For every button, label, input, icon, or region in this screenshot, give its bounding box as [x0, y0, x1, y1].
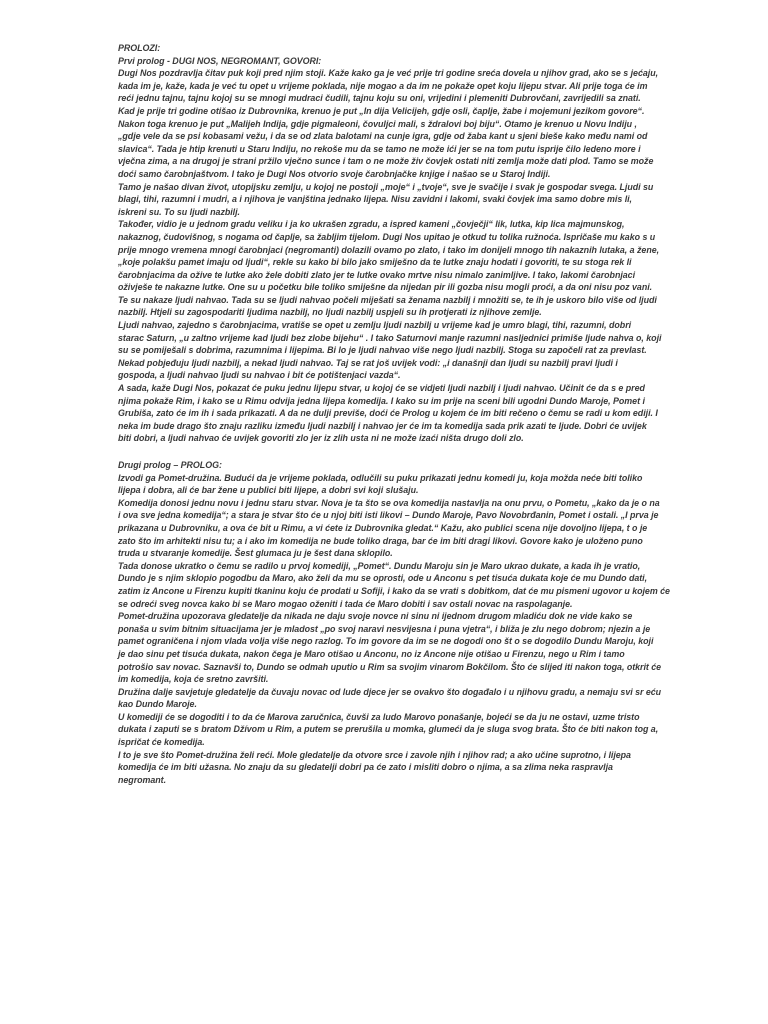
text-line: Tada donose ukratko o čemu se radilo u prvoj komediji, „Pomet“. Dundu Maroju sin je Maro ukrao dukate, a kada ih je vratio,: [118, 560, 641, 571]
text-line: nazbilj. Htjeli su zagospodariti ljudima nazbilj, no ljudi nazbilj uspjeli su ih protjerati iz njihove zemlje.: [118, 307, 542, 318]
second-prologue-section: [118, 459, 670, 786]
text-line: pamet ograničena i njom vlada volja više nego razlog. To im govore da im se ne dogodi ono št o se dogodilo Dundu Maroju, koji: [118, 636, 654, 647]
text-line: Drugi prolog – PROLOG:: [118, 460, 222, 470]
text-line: slavica“. Tada je htip krenuti u Staru Indiju, no rekoše mu da se tamo ne može ići jer se na tom putu isprije čilo ledeno more i: [118, 143, 641, 154]
text-line: potrošio sav novac. Saznavši to, Dundo se odmah uputio u Rim sa svojim vinarom Bokčilom. Što će slijed iti nakon toga, otkrit će: [118, 661, 662, 672]
text-line: dukata i zaputi se s bratom Džívom u Rim, a putem se prerušila u momka, glumeći da je sluga svog brata. Što će biti nakon tog a,: [118, 724, 659, 735]
text-line: gospoda, a ljudi nahvao ljudi su nahvao i bit će potištenjaci vazda“.: [118, 370, 401, 381]
text-line: blagi, tihi, razumni i mudri, a i njihova je vanjština jednako lijepa. Nisu zavidni i lakomi, svaki čovjek ima samo dobre mis li,: [118, 194, 632, 205]
text-line: oživješe te nakazne lutke. One su u početku bile toliko smiješne da nijedan pir ili gozba nisu mogli proći, a da oni nisu poz vani.: [118, 282, 653, 293]
text-line: neka im bude drago što znaju razliku između ljudi nazbilj i nahvao jer će im ta komedija sada prik azati te ljude. Dobri će uvijek: [118, 420, 647, 431]
text-line: Dugi Nos pozdravlja čitav puk koji pred njim stoji. Kaže kako ga je već prije tri godine sreća dovela u njihov grad, ako se s jećaju,: [118, 68, 659, 79]
text-line: iskreni su. To su ljudi nazbilj.: [118, 206, 240, 217]
text-line: lijepa i dobra, ali će bar žene u publici biti lijepe, a dobri svi koji slušaju.: [118, 485, 419, 496]
text-line: Nekad pobjeđuju ljudi nazbilj, a nekad ljudi nahvao. Taj se rat još uvijek vodi: „i današnji dan ljudi su nazbilj pravi ljudi i: [118, 357, 618, 368]
text-line: kao Dundo Maroje.: [118, 699, 197, 710]
text-line: Nakon toga krenuo je put „Malijeh Indija, gdje pigmaleoni, čovuljci mali, s ždralovi boj biju“. Otamo je krenuo u Novu Indiju ,: [118, 118, 637, 129]
text-line: Grubiša, zato će im ih i sada prikazati. A da ne dulji previše, doći će Prolog u kojem će im biti rečeno o čemu se radi u kom ediji. I: [118, 408, 658, 419]
text-line: čarobnjacima da ožive te lutke ako žele dobiti zlato jer te lutke ovako mrtve nisu nimalo zanimljive. I tako, lakomi čarobnjaci: [118, 269, 636, 280]
text-line: zato što im arhitekti nisu tu; a i ako im komedija ne bude toliko draga, bar će im biti dragi likovi. Govore kako je uloženo puno: [118, 535, 643, 546]
text-line: starac Saturn, „u zaltno vrijeme kad ljudi bez zlobe bijehu“ . I tako Saturnovi manje razumni nasljednici primiše ljude nahva o, koji: [118, 332, 662, 343]
text-line: njima pokaže Rim, i kako se u Rimu odvija jedna lijepa komedija. I kako su im prije na sceni bili ugodni Dundo Maroje, Pomet i: [118, 395, 645, 406]
text-line: reći jednu tajnu, tajnu kojoj su se mnogi mudraci čudili, tajnu koju su oni, vrijedini i plemeniti Dubrovčani, zavrijedili sa znati.: [118, 93, 641, 104]
text-line: Dundo je s njim sklopio pogodbu da Maro, ako želi da mu se oprosti, ode u Anconu s pet tisuća dukata koje će mu Dundo dati,: [118, 573, 648, 584]
text-line: im komedija, koja će sretno završiti.: [118, 674, 269, 685]
text-line: ponaša u svim bitnim situacijama jer je mladost „po svoj naravi nesvijesna i puna vjetra“, i bliža je zlu nego dobrom; njezin a je: [118, 623, 651, 634]
text-line: se odreći sveg novca kako bi se Maro mogao oženiti i tada će Maro dobiti i sav ostali novac na raspolaganje.: [118, 598, 573, 609]
text-line: PROLOZI:: [118, 43, 161, 53]
text-line: Komedija donosi jednu novu i jednu staru stvar. Nova je ta što se ova komedija nastavlja na onu prvu, o Pometu, „kako da je o na: [118, 497, 660, 508]
text-line: Te su nakaze ljudi nahvao. Tada su se ljudi nahvao počeli miješati sa ženama nazbilj i množiti se, te ih je uskoro bilo više od ljudi: [118, 294, 657, 305]
text-line: „koje polakšu pamet imaju od ljudi“, rekle su kako bi bilo jako smiješno da te lutke znaju hodati i govoriti, te su stoga rek li: [118, 257, 632, 268]
text-line: Također, vidio je u jednom gradu veliku i ja ko ukrašen zgradu, a ispred kameni „čovječji“ lik, lutka, kip lica majmunskog,: [118, 219, 625, 230]
text-line: truda u stvaranje komedije. Šest glumaca ju je šest dana sklopilo.: [118, 548, 393, 559]
text-line: Tamo je našao divan život, utopijsku zemlju, u kojoj ne postoji „moje“ i „tvoje“, sve je svačije i svak je gospodar svega. Ljudi su: [118, 181, 654, 192]
text-line: Kad je prije tri godine otišao iz Dubrovnika, krenuo je put „In dija Velicijeh, gdje osli, čaplje, žabe i mojemuni jezikom govore“.: [118, 105, 645, 116]
text-line: su se pomiješali s dobrima, razumnima i lijepima. Bi lo je ljudi nahvao više nego ljudi nazbilj. Stoga su započeli rat za prevlast.: [118, 345, 647, 356]
text-line: Ljudi nahvao, zajedno s čarobnjacima, vratiše se opet u zemlju ljudi nazbilj u vrijeme kad je umro blagi, tihi, razumni, dobri: [118, 320, 632, 331]
text-line: „gdje vele da se psi kobasami vežu, i da se od zlata balotami na cunje igra, gdje od žaba kant u sjeni bieše kako među nami od: [118, 131, 648, 142]
text-line: i ova sve jedna komedija“; a stara je stvar što će u njoj biti isti likovi – Dundo Maroje, Pavo Novobrđanin, Pomet i ostali. „I prva je: [118, 510, 659, 521]
text-line: komedija će im biti užasna. No znaju da su gledatelji dobri pa će zato i misliti dobro o njima, a sa zlima neka raspravlja: [118, 762, 613, 773]
text-line: doći samo čarobnjaštvom. I tako je Dugi Nos otvorio svoje čarobnjačke knjige i našao se u Staroj Indiji.: [118, 168, 551, 179]
text-line: biti dobri, a ljudi nahvao će uvijek govoriti zlo jer iz zlih usta ni ne može izaći ništa drugo doli zlo.: [118, 433, 524, 444]
text-line: Izvodi ga Pomet-družina. Budući da je vrijeme poklada, odlučili su puku prikazati jednu komedi ju, koja možda neće biti toliko: [118, 472, 643, 483]
text-line: Družina dalje savjetuje gledatelje da čuvaju novac od lude djece jer se ovakvo što događalo i u njihovu gradu, a nemaju svi sr eću: [118, 686, 662, 697]
text-line: negromant.: [118, 774, 167, 785]
text-line: Prvi prolog - DUGI NOS, NEGROMANT, GOVORI:: [118, 55, 322, 66]
section-gap: [118, 445, 664, 459]
text-line: prikazana u Dubrovniku, a ova će bit u Rimu, a vi ćete iz Dubrovnika gledat.“ Kažu, ako publici scena nije dovoljno lijepa, t o je: [118, 522, 648, 533]
text-line: I to je sve što Pomet-družina želi reći. Mole gledatelje da otvore srce i zavole njih i njihov rad; a ako učine suprotno, i lijepa: [118, 749, 631, 760]
text-line: Pomet-družina upozorava gledatelje da nikada ne daju svoje novce ni sinu ni ijednom drugom mladiću dok ne vide kako se: [118, 611, 633, 622]
text-line: A sada, kaže Dugi Nos, pokazat će puku jednu lijepu stvar, u kojoj će se vidjeti ljudi nazbilj i ljudi nahvao. Učinit će da s e pred: [118, 383, 645, 394]
text-line: ispričat će komedija.: [118, 737, 205, 748]
text-line: nakaznog, čudovišnog, s nogama od čaplje, sa žabljim tijelom. Dugi Nos upitao je otkud tu tolika ružnoća. Ispričaše mu kako s u: [118, 231, 656, 242]
first-prologue-section: [118, 42, 664, 445]
text-line: je dao sinu pet tisuća dukata, nakon čega je Maro otišao u Anconu, no iz Ancone nije otišao u Firenzu, nego u Rim i tamo: [118, 648, 625, 659]
text-line: prije mnogo vremena mnogi čarobnjaci (negromanti) dolazili ovamo po zlato, i tako im donijeli mnogo tih nakaznih lutaka, a žene,: [118, 244, 660, 255]
text-line: U komediji će se dogoditi i to da će Marova zaručnica, čuvši za ludo Marovo ponašanje, bojeći se da ju ne ostavi, uzme tristo: [118, 711, 640, 722]
text-line: zatim iz Ancone u Firenzu kupiti tkaninu koju će prodati u Sofiji, i kako da se vrati s dobitkom, dat će mu pismeni ugovor u kojem će: [118, 585, 670, 596]
text-line: kada im je, kaže, kada je već tu opet u vrijeme poklada, nije mogao a da im ne pokaže opet koju lijepu stvar. Ali prije toga će im: [118, 80, 648, 91]
text-line: vječna zima, a na drugoj je strani pržilo vječno sunce i tam o ne može živ čovjek ostati niti zemlja može dati plod. Tamo se može: [118, 156, 654, 167]
